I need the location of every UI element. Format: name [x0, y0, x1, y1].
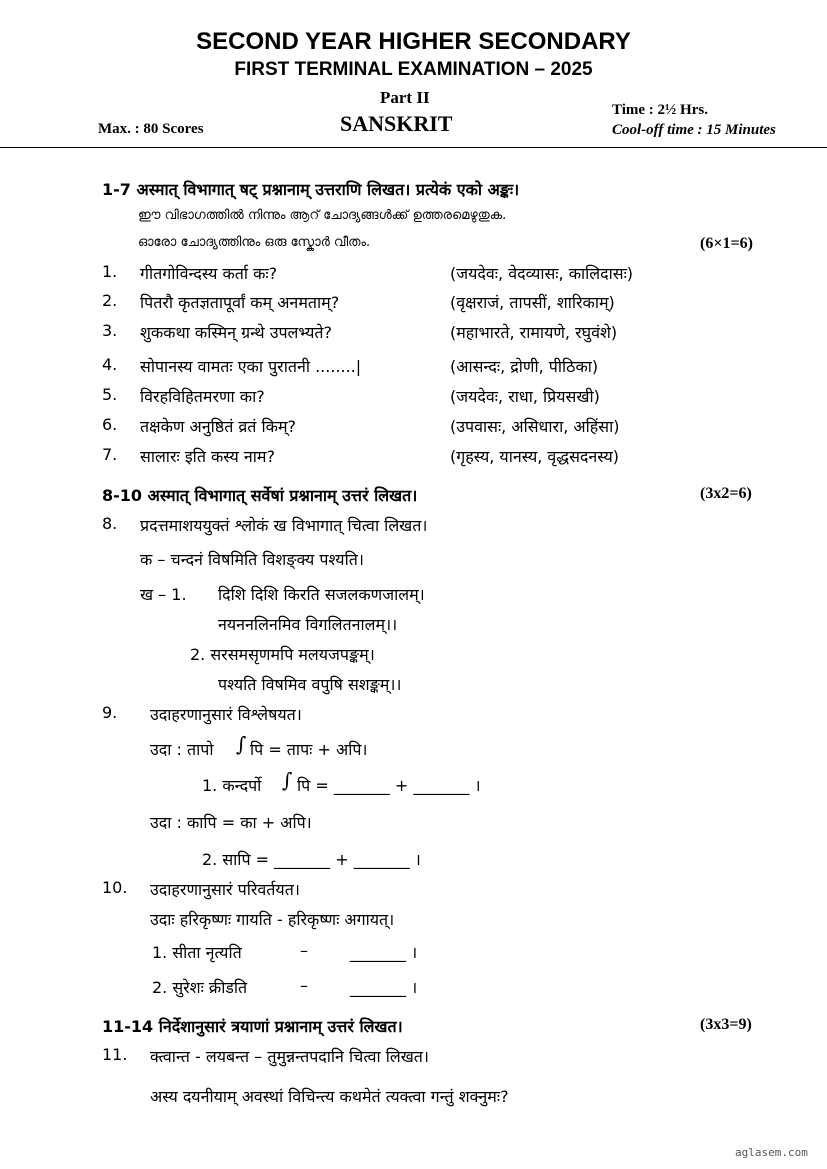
- section3-score: (3x3=9): [700, 1016, 752, 1033]
- question-text: सालारः इति कस्य नाम?: [140, 447, 275, 466]
- question-number: 3.: [102, 321, 118, 340]
- exam-title: SECOND YEAR HIGHER SECONDARY: [196, 28, 631, 55]
- question-number: 4.: [102, 355, 118, 374]
- question-text: पितरौ कृतज्ञतापूर्वां कम् अनमताम्?: [140, 293, 340, 312]
- max-scores: Max. : 80 Scores: [98, 121, 204, 137]
- exercise-item: पि = _______ + _______ ।: [297, 776, 481, 795]
- verse-line: पश्यति विषमिव वपुषि सशङ्कम्।।: [218, 675, 402, 694]
- example-text: पि = तापः + अपि।: [250, 740, 368, 759]
- time-label: Time : 2½ Hrs.: [612, 102, 708, 118]
- question-text: प्रदत्तमाशययुक्तं श्लोकं ख विभागात् चित्वा लिखत।: [140, 516, 428, 535]
- option-ka: क – चन्दनं विषमिति विशङ्क्य पश्यति।: [140, 550, 364, 569]
- dash: –: [300, 941, 308, 960]
- question-number: 6.: [102, 415, 118, 434]
- answer-blank: _______ ।: [350, 978, 418, 997]
- question-number: 2.: [102, 291, 118, 310]
- exercise-item: 1. सीता नृत्यति: [152, 943, 242, 962]
- exercise-item: 2. सापि = _______ + _______ ।: [202, 850, 421, 869]
- question-text: सोपानस्य वामतः एका पुरातनी ........|: [140, 357, 362, 376]
- question-text: विरहविहितमरणा का?: [140, 387, 265, 406]
- exercise-item: 1. कन्दर्पो: [202, 776, 262, 795]
- section1-score: (6×1=6): [700, 235, 753, 252]
- avagraha-symbol: ∫: [282, 768, 293, 792]
- question-number: 11.: [102, 1045, 128, 1064]
- subject-title: SANSKRIT: [340, 111, 453, 136]
- question-options: (जयदेवः, राधा, प्रियसखी): [450, 387, 600, 406]
- example-text: उदाः हरिकृष्णः गायति - हरिकृष्णः अगायत्।: [150, 910, 395, 929]
- example-text: उदा : तापो: [150, 740, 214, 759]
- watermark: aglasem.com: [735, 1146, 808, 1159]
- verse-line: नयननलिनमिव विगलितनालम्।।: [218, 615, 398, 634]
- dash: –: [300, 976, 308, 995]
- question-number: 8.: [102, 514, 118, 533]
- section1-malayalam-line2: ഓരോ ചോദ്യത്തിനും ഒരു സ്കോർ വീതം.: [138, 235, 371, 250]
- example-text: उदा : कापि = का + अपि।: [150, 813, 312, 832]
- cool-off-time: Cool-off time : 15 Minutes: [612, 122, 776, 138]
- question-options: (गृहस्य, यानस्य, वृद्धसदनस्य): [450, 447, 620, 466]
- exercise-item: 2. सुरेशः क्रीडति: [152, 978, 248, 997]
- question-text: तक्षकेण अनुष्ठितं व्रतं किम्?: [140, 417, 297, 436]
- question-number: 1.: [102, 262, 118, 281]
- question-text: उदाहरणानुसारं विश्लेषयत।: [150, 705, 302, 724]
- question-options: (जयदेवः, वेदव्यासः, कालिदासः): [450, 264, 634, 283]
- question-number: 9.: [102, 703, 118, 722]
- section1-heading: 1-7 अस्मात् विभागात् षट् प्रश्नानाम् उत्तराणि लिखत। प्रत्येकं एको अङ्कः।: [102, 180, 520, 199]
- answer-blank: _______ ।: [350, 943, 418, 962]
- question-options: (उपवासः, असिधारा, अहिंसा): [450, 417, 620, 436]
- section1-malayalam-line1: ഈ വിഭാഗത്തിൽ നിന്നും ആറ് ചോദ്യങ്ങൾക്ക് ഉത്തരമെഴുതുക.: [138, 208, 507, 223]
- header-divider: [0, 147, 827, 148]
- question-options: (वृक्षराजं, तापसीं, शारिकाम्): [450, 293, 615, 312]
- verse-line: दिशि दिशि किरति सजलकणजालम्।: [218, 585, 425, 604]
- section3-heading: 11-14 निर्देशानुसारं त्रयाणां प्रश्नानाम् उत्तरं लिखत।: [102, 1017, 403, 1036]
- question-text: क्त्वान्त - लयबन्त – तुमुन्नन्तपदानि चित्वा लिखत।: [150, 1047, 429, 1066]
- section2-heading: 8-10 अस्मात् विभागात् सर्वेषां प्रश्नानाम् उत्तरं लिखत।: [102, 486, 418, 505]
- question-options: (महाभारते, रामायणे, रघुवंशे): [450, 323, 618, 342]
- question-number: 7.: [102, 445, 118, 464]
- question-number: 5.: [102, 385, 118, 404]
- section2-score: (3x2=6): [700, 485, 752, 502]
- verse-line: 2. सरसमसृणमपि मलयजपङ्कम्।: [190, 645, 375, 664]
- question-number: 10.: [102, 878, 128, 897]
- passage-text: अस्य दयनीयाम् अवस्थां विचिन्त्य कथमेतं त्यक्त्वा गन्तुं शक्नुमः?: [150, 1087, 509, 1106]
- exam-subtitle: FIRST TERMINAL EXAMINATION – 2025: [234, 59, 593, 80]
- question-text: उदाहरणानुसारं परिवर्तयत।: [150, 880, 300, 899]
- option-kha-label: ख – 1.: [140, 585, 187, 604]
- question-text: शुककथा कस्मिन् ग्रन्थे उपलभ्यते?: [140, 323, 332, 342]
- avagraha-symbol: ∫: [236, 732, 247, 756]
- question-text: गीतगोविन्दस्य कर्ता कः?: [140, 264, 278, 283]
- question-options: (आसन्दः, द्रोणी, पीठिका): [450, 357, 599, 376]
- part-label: Part II: [380, 88, 430, 107]
